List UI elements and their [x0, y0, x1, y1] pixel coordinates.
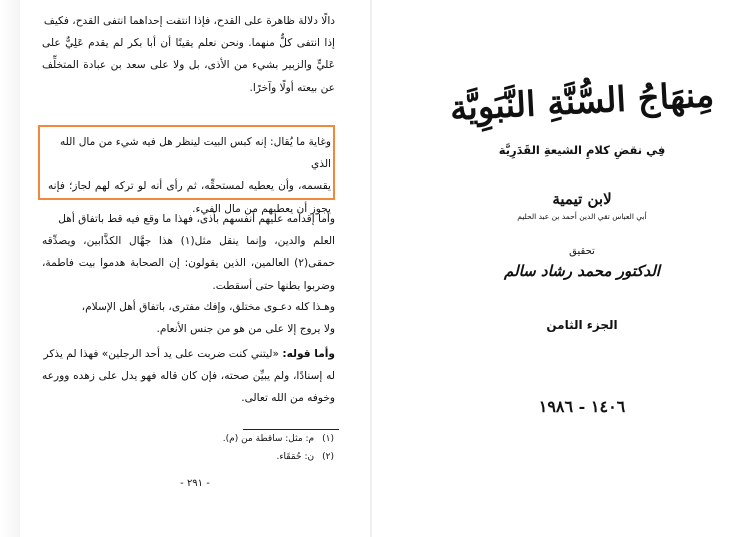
paragraph-2-first-line: وغاية ما يُقال: إنه كبس البيت لينظر هل فيه شيء من مال الله الذي — [60, 136, 331, 171]
paragraph-5 — [42, 343, 335, 410]
publication-date: ١٤٠٦ - ١٩٨٦ — [538, 397, 626, 416]
footnote-1 — [223, 432, 334, 446]
paragraph-4-text: ولا يروج إلا على من هو من جنس الأنعام. — [156, 323, 335, 336]
paragraph-5-text: له إسنادًا، ولم يبيِّن صحته، فإن كان قاله فهو يدل على زهده وورعه وخوفه من الله تعالى. — [42, 370, 335, 405]
editor-label: تحقيق — [569, 246, 595, 257]
author-full-name: أبي العباس تقي الدين أحمد بن عبد الحليم — [517, 212, 647, 221]
book-subtitle: فِي نقضِ كلامِ الشيعةِ القَدَرِيَّة — [498, 143, 666, 157]
page-number: - ٢٩١ - — [180, 478, 210, 489]
author-name: لابن تيمية — [552, 190, 612, 208]
footnote-1-text: م: مثل: ساقطة من (م). — [222, 434, 315, 444]
editor-name: الدكتور محمد رشاد سالم — [504, 262, 660, 280]
volume-label: الجزء الثامن — [546, 318, 618, 332]
paragraph-2-text: يقسمه، وأن يعطيه لمستحقِّه، ثم رأى أنه لو تركه لهم لجاز؛ فإنه يجوز أن يعطيهم من مال الفيء. — [48, 180, 331, 215]
footnote-separator — [243, 429, 339, 430]
paragraph-3-first-line: وأما إقدامه عليهم أنفسهم بأذى، فهذا ما وقع فيه قط باتفاق أهل — [58, 213, 335, 225]
footnote-2-text: ن: حُمَقَاء. — [276, 452, 315, 462]
paragraph-3 — [42, 208, 335, 297]
paragraph-4-first-line: وهـذا كله دعـوى مختلق، وإفك مفترى، باتفاق أهل الإسلام، — [81, 301, 335, 313]
paragraph-4 — [42, 296, 335, 340]
footnote-2-number: (٢) — [322, 452, 334, 462]
paragraph-5-lead: وأما قوله: — [282, 348, 335, 360]
left-page — [0, 0, 372, 537]
paragraph-5-first-line-text: «ليتني كنت ضربت على يد أحد الرجلين» فهذا لم يذكر — [43, 348, 283, 360]
paragraph-3-text: العلم والدين، وإنما ينقل مثل(١) هذا جهَّال الكذَّابين، ويصدِّقه حمقى(٢) العالمين، الذين يقولون: إن الصحابة هدموا بيت فاطمة، وضربوا بطنها حتى أسقطت. — [42, 235, 335, 292]
scan-edge-shadow — [0, 0, 20, 537]
paragraph-5-first-line — [42, 343, 335, 365]
paragraph-1-first-line: دالًا دلالة ظاهرة على القدح، فإذا انتفت إحداهما انتفى القدح، فكيف — [43, 15, 335, 27]
paragraph-1-text: إذا انتفى كلٌّ منهما. ونحن نعلم يقينًا أن أبا بكر لم يقدم عَلِيٌّ على عَليٍّ والزبير بشيء من الأذى، بل ولا على سعد بن عبادة المتخلِّف عن بيعته أولًا وآخرًا. — [42, 37, 335, 94]
highlight-box — [38, 125, 335, 200]
paragraph-1 — [42, 10, 335, 99]
footnote-1-number: (١) — [322, 434, 334, 444]
book-title: مِنهَاجُ السُّنَّةِ النَّبَوِيَّة — [448, 75, 716, 129]
right-page — [372, 0, 755, 537]
footnote-2 — [276, 450, 334, 464]
